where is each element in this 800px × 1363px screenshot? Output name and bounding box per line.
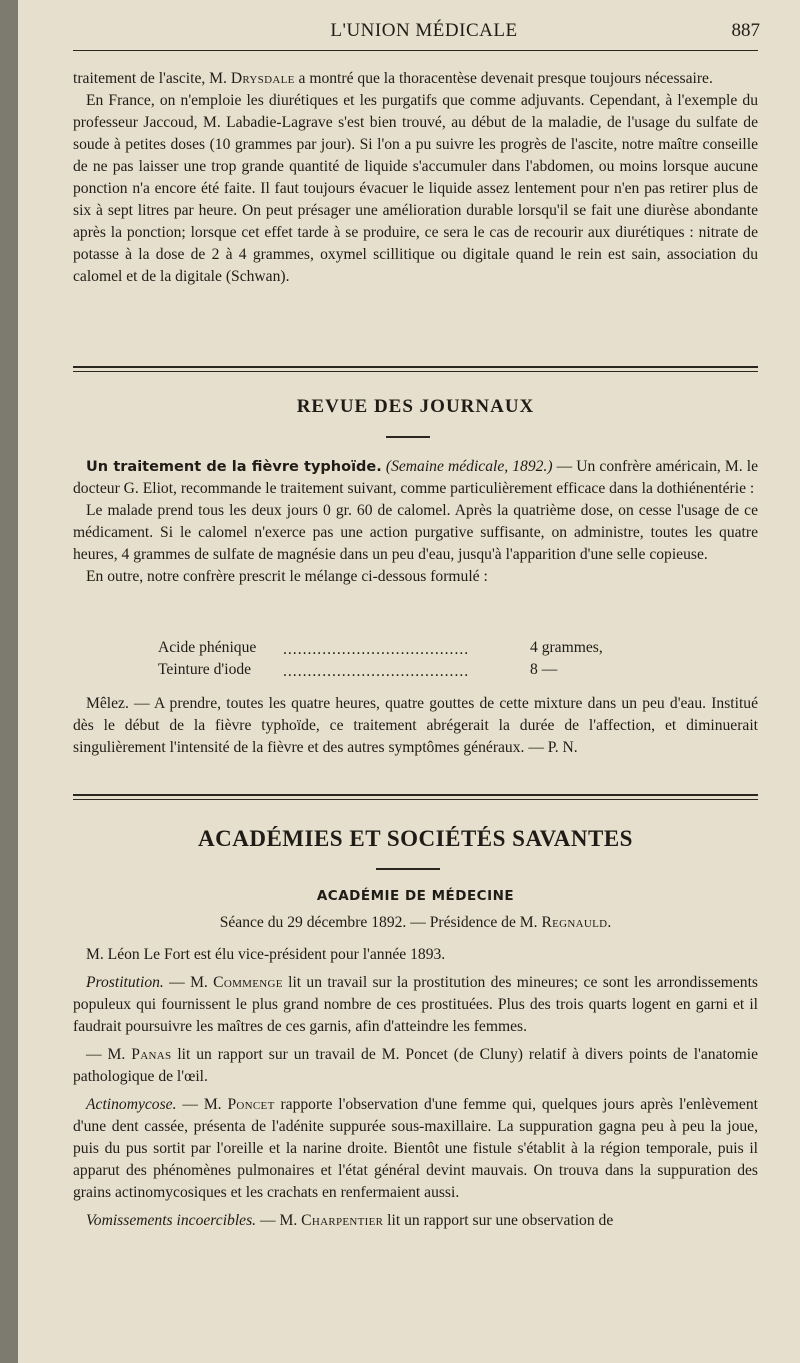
- formula-dots: ......................................: [283, 663, 470, 680]
- revue-section-end: [73, 693, 758, 759]
- revue-title: REVUE DES JOURNAUX: [296, 396, 535, 417]
- formula-value: 4 grammes,: [530, 639, 603, 656]
- topic-vomissements: Vomissements incoercibles.: [86, 1212, 257, 1229]
- academy-paragraph-5: Vomissements incoercibles. — M. Charpentier lit un rapport sur une observation de: [86, 1212, 614, 1229]
- section-divider-1: [73, 366, 758, 372]
- academy-subtitle: ACADÉMIE DE MÉDECINE: [316, 888, 515, 904]
- intro-section: [73, 68, 758, 288]
- section-divider-2: [73, 794, 758, 800]
- revue-paragraph-3: En outre, notre confrère prescrit le mélange ci-dessous formulé :: [86, 568, 488, 585]
- header-rule: [73, 50, 758, 51]
- author-name: Drysdale: [230, 70, 295, 87]
- academies-title: ACADÉMIES ET SOCIÉTÉS SAVANTES: [198, 826, 633, 851]
- article-title: Un traitement de la fièvre typhoïde.: [86, 459, 382, 475]
- page-header: [88, 16, 760, 46]
- president-name: Regnauld: [541, 914, 608, 931]
- formula-row: [158, 661, 638, 683]
- formula-dots: ......................................: [283, 641, 470, 658]
- article-source: (Semaine médicale, 1892.): [385, 458, 553, 475]
- academy-paragraph-4: Actinomycose. — M. Poncet rapporte l'observation d'une femme qui, quelques jours après l'enlèvement d'une dent cassée, présenta de l'adénite suppurée sous-maxillaire. La suppuration gagna peu à peu la joue, puis du pus sortit par l'oreille et la narine droite. Bientôt une fistule s'établit à la région temporale, puis il apparut des phénomènes pulmonaires et l'état général devint mauvais. On trouva dans la suppuration des grains actinomycosiques et les crachats en renfermaient aussi.: [73, 1096, 758, 1201]
- running-title: L'UNION MÉDICALE: [330, 20, 518, 41]
- formula-label: Teinture d'iode: [158, 661, 252, 678]
- topic-prostitution: Prostitution.: [86, 974, 164, 991]
- session-line: Séance du 29 décembre 1892. — Présidence de M. Regnauld.: [219, 914, 612, 931]
- intro-paragraph-1: traitement de l'ascite, M. Drysdale a montré que la thoracentèse devenait presque toujours nécessaire.: [73, 70, 713, 87]
- academies-section: [73, 944, 758, 1232]
- formula-label: Acide phénique: [158, 639, 257, 656]
- revue-paragraph-4: Mêlez. — A prendre, toutes les quatre heures, quatre gouttes de cette mixture dans un peu d'eau. Institué dès le début de la fièvre typhoïde, ce traitement abrégerait la durée de l'affection, et diminuerait singulièrement l'intensité de la fièvre et des autres symptômes généraux. — P. N.: [73, 695, 758, 756]
- intro-paragraph-2: En France, on n'emploie les diurétiques et les purgatifs que comme adjuvants. Cependant, à l'exemple du professeur Jaccoud, M. Labadie-Lagrave s'est bien trouvé, au début de la maladie, de l'usage du sulfate de soude à petites doses (10 grammes par jour). Si l'on a pu suivre les progrès de l'ascite, notre maître conseille de ne pas laisser une trop grande quantité de liquide s'accumuler dans l'abdomen, ou moins lorsque aucune ponction n'a encore été faite. Il faut toujours évacuer le liquide assez lentement pour n'en pas retirer plus de six à sept litres par heure. On peut présager une amélioration durable lorsqu'il se fait une diurèse abondante après la ponction; lorsque cet effet tarde à se produire, ce sera le cas de recourir aux diurétiques : nitrate de potasse à la dose de 2 à 4 grammes, oxymel scillitique ou digitale quand le rein est sain, association du calomel et de la digitale (Schwan).: [73, 92, 758, 285]
- revue-paragraph-1: Un traitement de la fièvre typhoïde. (Semaine médicale, 1892.) — Un confrère américain, M. le docteur G. Eliot, recommande le traitement suivant, comme particulièrement efficace dans la dothiénentérie :: [73, 458, 758, 497]
- formula-value: 8 —: [530, 661, 558, 678]
- academy-paragraph-1: M. Léon Le Fort est élu vice-président pour l'année 1893.: [86, 946, 446, 963]
- formula-row: [158, 639, 638, 661]
- academy-paragraph-2: Prostitution. — M. Commenge lit un travail sur la prostitution des mineures; ce sont les arrondissements populeux qui fournissent le plus grand nombre de ces prostituées. Plus des trois quarts logent en garni et il faudrait poursuivre les maîtres de ces garnis, afin d'atteindre les femmes.: [73, 974, 758, 1035]
- revue-paragraph-2: Le malade prend tous les deux jours 0 gr. 60 de calomel. Après la quatrième dose, on cesse l'usage de ce médicament. Si le calomel n'exerce pas une action purgative suffisante, on administre, toutes les quatre heures, 4 grammes de sulfate de magnésie dans un peu d'eau, jusqu'à l'apparition d'une selle copieuse.: [73, 502, 758, 563]
- revue-title-rule: [386, 436, 430, 438]
- revue-section: [73, 456, 758, 588]
- academies-title-rule: [376, 868, 440, 870]
- journal-page: [18, 0, 800, 1363]
- academy-paragraph-3: — M. Panas lit un rapport sur un travail de M. Poncet (de Cluny) relatif à divers points de l'anatomie pathologique de l'œil.: [73, 1046, 759, 1085]
- page-number: 887: [731, 20, 760, 41]
- topic-actinomycose: Actinomycose.: [86, 1096, 177, 1113]
